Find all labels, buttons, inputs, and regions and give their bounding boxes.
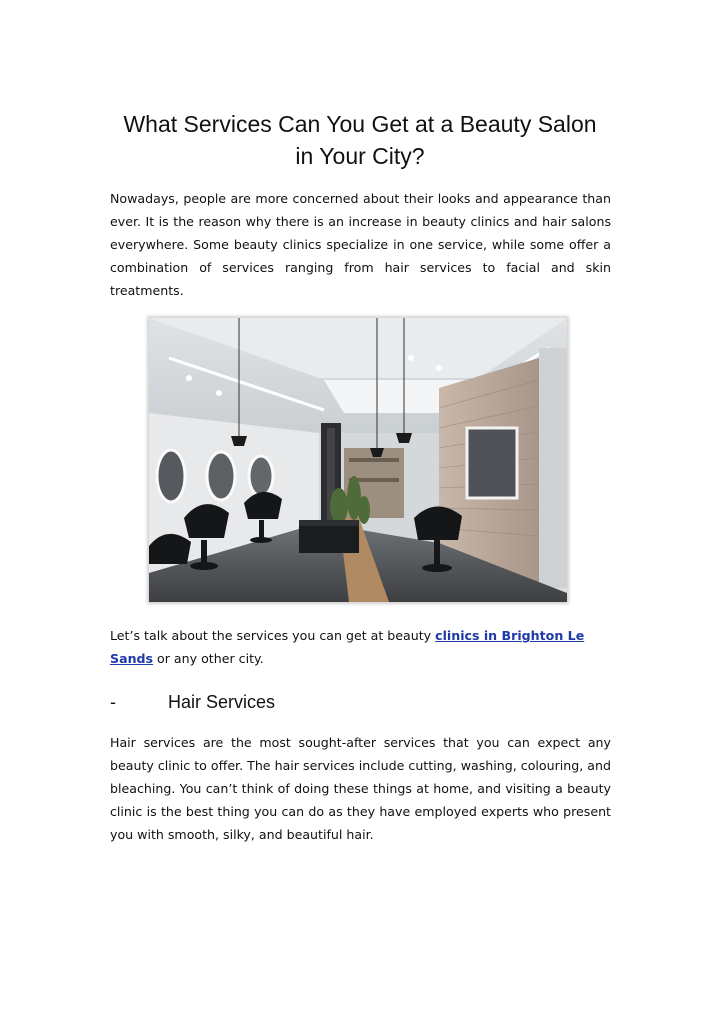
hair-services-paragraph: Hair services are the most sought-after services that you can expect any beauty clinic to offer. The hair services include cutting, washing, colouring, and bleaching. You can’t think of doing these things at home, and visiting a beauty clinic is the best thing you can do as they have employed experts who present you with smooth, silky, and beautiful hair.: [110, 735, 611, 842]
lead-text-before-link: Let’s talk about the services you can get at beauty: [110, 628, 436, 643]
salon-interior-photo: [149, 318, 567, 602]
section-heading-hair-services: [110, 689, 510, 715]
intro-paragraph: Nowadays, people are more concerned about their looks and appearance than ever. It is the reason why there is an increase in beauty clinics and hair salons everywhere. Some beauty clinics specialize in one service, while some offer a combination of services ranging from hair services to facial and skin treatments.: [110, 191, 611, 298]
article-title-line-1: What Services Can You Get at a Beauty Salon: [123, 111, 597, 137]
lead-paragraph: [110, 624, 611, 670]
section-bullet: -: [110, 692, 116, 712]
section-heading-text: Hair Services: [168, 692, 276, 712]
brighton-clinics-link[interactable]: clinics in Brighton Le Sands: [110, 628, 585, 666]
lead-text-after-link: or any other city.: [153, 651, 264, 666]
article-title-line-2: in Your City?: [295, 143, 425, 169]
article-title: [100, 108, 620, 172]
